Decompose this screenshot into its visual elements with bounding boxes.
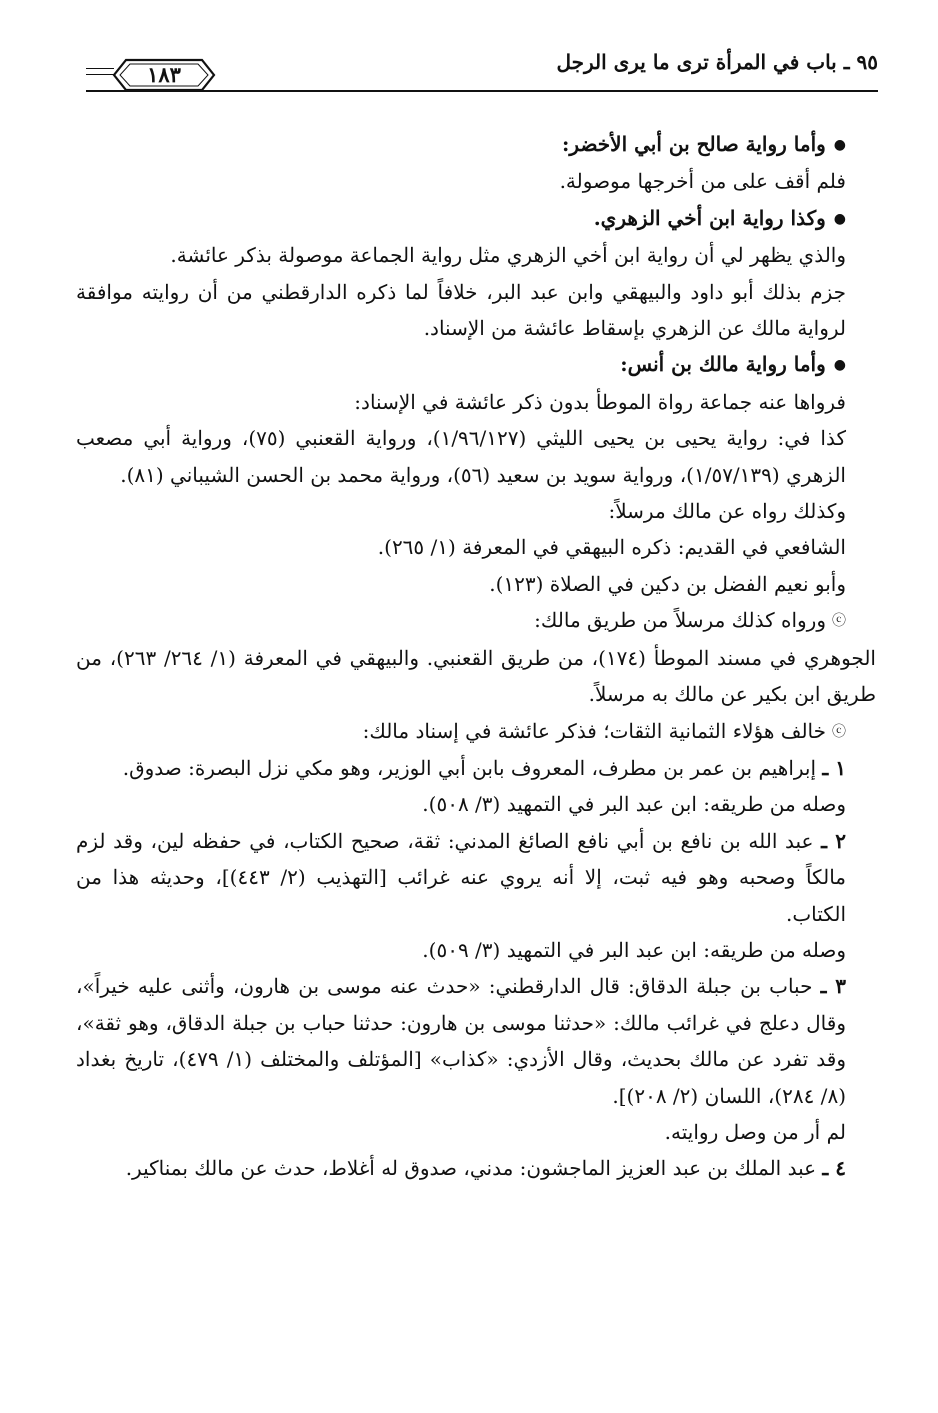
- numbered-narrator: [76, 968, 876, 1114]
- bullet-dot-icon: ●: [833, 357, 846, 374]
- paragraph-text: فلم أقف على من أخرجها موصولة.: [559, 169, 846, 194]
- body-paragraph: [76, 384, 876, 420]
- circle-marker-icon: ⓒ: [832, 613, 846, 630]
- page-number-frame: [112, 58, 216, 92]
- paragraph-text: الشافعي في القديم: ذكره البيهقي في المعرفة (١/ ٢٦٥).: [377, 535, 846, 560]
- body-paragraph: [76, 640, 876, 713]
- paragraph-text: وصله من طريقه: ابن عبد البر في التمهيد (٣/ ٥٠٩).: [422, 937, 846, 962]
- section-heading: [76, 346, 876, 383]
- paragraph-text: فرواها عنه جماعة رواة الموطأ بدون ذكر عائشة في الإسناد:: [354, 389, 846, 414]
- paragraph-text: إبراهيم بن عمر بن مطرف، المعروف بابن أبي الوزير، وهو مكي نزل البصرة: صدوق.: [122, 755, 817, 780]
- paragraph-text: جزم بذلك أبو داود والبيهقي وابن عبد البر، خلافاً لما ذكره الدارقطني من أن روايته موافقة لرواية مالك عن الزهري بإسقاط عائشة من الإسناد.: [76, 279, 846, 341]
- body-paragraph: [76, 1114, 876, 1150]
- paragraph-text: والذي يظهر لي أن رواية ابن أخي الزهري مثل رواية الجماعة موصولة بذكر عائشة.: [170, 243, 846, 268]
- body-paragraph: [76, 493, 876, 529]
- paragraph-text: حباب بن جبلة الدقاق: قال الدارقطني: «حدث عنه موسى بن هارون، وأثنى عليه خيراً»، وقال دعلج في غرائب مالك: «حدثنا موسى بن هارون: حدثنا حباب بن جبلة الدقاق، وهو ثقة»، وقد تفرد عن مالك بحديث، وقال الأزدي: «كذاب» [المؤتلف والمختلف (١/ ٤٧٩)، تاريخ بغداد (٨/ ٢٨٤)، اللسان (٢/ ٢٠٨)].: [76, 974, 846, 1108]
- note-paragraph: [76, 713, 876, 750]
- page-header: [78, 46, 878, 92]
- body-paragraph: [76, 932, 876, 968]
- paragraph-text: وكذا رواية ابن أخي الزهري.: [593, 205, 826, 230]
- narrator-number: ٣ ـ: [820, 974, 847, 999]
- body-paragraph: [76, 274, 876, 347]
- body-paragraph: [76, 529, 876, 565]
- chapter-title: ٩٥ ـ باب في المرأة ترى ما يرى الرجل: [556, 50, 878, 74]
- body-paragraph: [76, 163, 876, 199]
- numbered-narrator: [76, 1150, 876, 1186]
- paragraph-text: الجوهري في مسند الموطأ (١٧٤)، من طريق القعنبي. والبيهقي في المعرفة (١/ ٢٦٤/ ٢٦٣)، من طريق ابن بكير عن مالك به مرسلاً.: [76, 645, 876, 707]
- paragraph-text: خالف هؤلاء الثمانية الثقات؛ فذكر عائشة في إسناد مالك:: [362, 718, 826, 743]
- body-paragraph: [76, 237, 876, 273]
- paragraph-text: عبد الله بن نافع بن أبي نافع الصائغ المدني: ثقة، صحيح الكتاب، في حفظه لين، وقد لزم مالكاً وصحبه وهو فيه ثبت، إلا أنه يروي عنه غرائب [التهذيب (٢/ ٤٤٣)]، وحديثه هذا من الكتاب.: [76, 828, 846, 926]
- page-number: ١٨٣: [147, 62, 181, 87]
- body-paragraph: [76, 786, 876, 822]
- note-paragraph: [76, 602, 876, 639]
- numbered-narrator: [76, 750, 876, 786]
- section-heading: [76, 200, 876, 237]
- paragraph-text: وكذلك رواه عن مالك مرسلاً:: [608, 499, 846, 524]
- narrator-number: ٤ ـ: [822, 1156, 846, 1181]
- bullet-dot-icon: ●: [833, 210, 846, 227]
- body-paragraph: [76, 420, 876, 493]
- narrator-number: ١ ـ: [822, 755, 846, 780]
- header-double-rule: [86, 68, 114, 80]
- body-paragraph: [76, 566, 876, 602]
- paragraph-text: لم أر من وصل روايته.: [664, 1119, 846, 1144]
- paragraph-text: وأما رواية صالح بن أبي الأخضر:: [562, 132, 826, 156]
- paragraph-text: عبد الملك بن عبد العزيز الماجشون: مدني، صدوق له أغلاط، حدث عن مالك بمناكير.: [125, 1156, 817, 1181]
- paragraph-text: ورواه كذلك مرسلاً من طريق مالك:: [534, 608, 826, 633]
- numbered-narrator: [76, 823, 876, 932]
- paragraph-text: كذا في: رواية يحيى بن يحيى الليثي (١/٩٦/١٢٧)، ورواية القعنبي (٧٥)، ورواية أبي مصعب الزهري (١/٥٧/١٣٩)، ورواية سويد بن سعيد (٥٦)، ورواية محمد بن الحسن الشيباني (٨١).: [76, 426, 846, 487]
- paragraph-text: وأما رواية مالك بن أنس:: [620, 352, 826, 377]
- paragraph-text: وأبو نعيم الفضل بن دكين في الصلاة (١٢٣).: [489, 571, 846, 596]
- bullet-dot-icon: ●: [833, 137, 846, 153]
- section-heading: [76, 126, 876, 163]
- narrator-number: ٢ ـ: [821, 828, 847, 853]
- circle-marker-icon: ⓒ: [832, 723, 846, 740]
- page-body: [76, 126, 876, 1187]
- paragraph-text: وصله من طريقه: ابن عبد البر في التمهيد (٣/ ٥٠٨).: [422, 792, 846, 817]
